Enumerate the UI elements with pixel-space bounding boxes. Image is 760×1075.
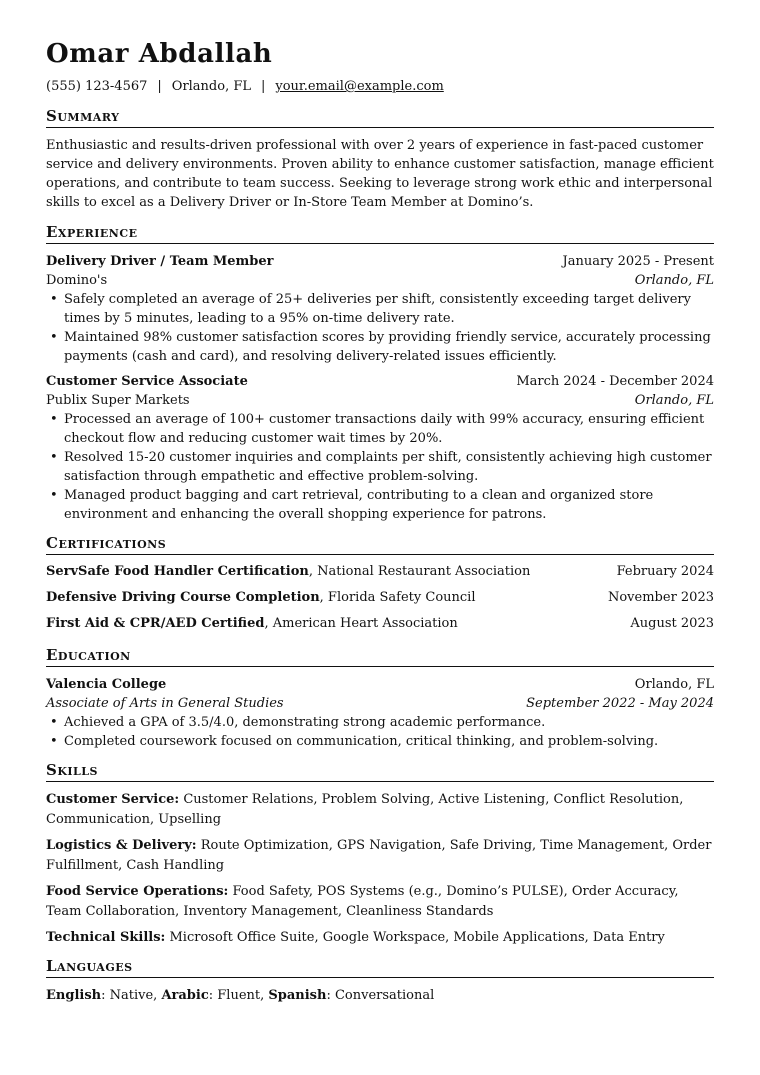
summary-text: Enthusiastic and results-driven professional with over 2 years of experience in fast-paced customer service and delivery environments. Proven ability to enhance customer satisfaction, manage efficient operations, and contribute to team success. Seeking to leverage strong work ethic and interpersonal skills to excel as a Delivery Driver or In-Store Team Member at Domino’s. — [46, 138, 714, 210]
list-item: • Managed product bagging and cart retrieval, contributing to a clean and organized store environment and enhancing the overall shopping experience for patrons. — [46, 486, 714, 524]
skill-group-text: Microsoft Office Suite, Google Workspace, Mobile Applications, Data Entry — [165, 930, 665, 945]
language-name: Arabic — [161, 988, 209, 1003]
separator: | — [261, 79, 266, 94]
certification-date: February 2024 — [616, 564, 714, 579]
company-name: Domino's — [46, 273, 108, 288]
language-level: : Conversational — [326, 988, 435, 1003]
certification-issuer: , National Restaurant Association — [308, 564, 531, 579]
list-item: • Resolved 15-20 customer inquiries and complaints per shift, consistently achieving high customer satisfaction through empathetic and effective problem-solving. — [46, 448, 714, 486]
certification-issuer: , Florida Safety Council — [319, 590, 476, 605]
location: Orlando, FL — [171, 79, 251, 94]
language-level: : Fluent, — [208, 988, 269, 1003]
email-link[interactable]: your.email@example.com — [275, 79, 444, 94]
certification-row — [46, 611, 714, 637]
job-dates: March 2024 - December 2024 — [516, 374, 714, 389]
language-level: : Native, — [101, 988, 162, 1003]
company-name: Publix Super Markets — [46, 393, 190, 408]
skill-group — [46, 928, 714, 948]
certification-name: Defensive Driving Course Completion — [46, 590, 320, 605]
section-heading-summary: Summary — [46, 106, 714, 128]
school-location: Orlando, FL — [634, 677, 714, 692]
section-heading-skills: Skills — [46, 760, 714, 782]
education-entry — [46, 675, 714, 751]
job-dates: January 2025 - Present — [562, 254, 714, 269]
list-item: • Completed coursework focused on communication, critical thinking, and problem-solving. — [46, 732, 714, 751]
list-item: • Processed an average of 100+ customer transactions daily with 99% accuracy, ensuring efficient checkout flow and reducing customer wait times by 20%. — [46, 410, 714, 448]
section-heading-education: Education — [46, 645, 714, 667]
skill-group-text: Customer Relations, Problem Solving, Active Listening, Conflict Resolution, Communication, Upselling — [46, 792, 684, 827]
certification-issuer: , American Heart Association — [264, 616, 458, 631]
degree: Associate of Arts in General Studies — [46, 696, 284, 711]
certification-row — [46, 559, 714, 585]
language-name: English — [46, 988, 102, 1003]
skill-group-label: Logistics & Delivery: — [46, 838, 197, 853]
skill-group — [46, 790, 714, 829]
job-title: Delivery Driver / Team Member — [46, 254, 274, 269]
school-name: Valencia College — [46, 677, 167, 692]
skill-group-text: Food Safety, POS Systems (e.g., Domino’s PULSE), Order Accuracy, Team Collaboration, Inventory Management, Cleanliness Standards — [46, 884, 679, 919]
skill-group-label: Technical Skills: — [46, 930, 166, 945]
certification-date: November 2023 — [607, 590, 714, 605]
education-dates: September 2022 - May 2024 — [526, 696, 714, 711]
section-heading-experience: Experience — [46, 222, 714, 244]
list-item: • Safely completed an average of 25+ deliveries per shift, consistently exceeding target delivery times by 5 minutes, leading to a 95% on-time delivery rate. — [46, 290, 714, 328]
job-entry — [46, 372, 714, 524]
skill-group — [46, 882, 714, 921]
job-title: Customer Service Associate — [46, 374, 248, 389]
job-location: Orlando, FL — [634, 393, 714, 408]
job-bullets — [46, 410, 714, 524]
list-item: • Achieved a GPA of 3.5/4.0, demonstrating strong academic performance. — [46, 713, 714, 732]
job-bullets — [46, 290, 714, 366]
contact-line — [46, 78, 444, 96]
section-heading-certifications: Certifications — [46, 533, 714, 555]
skill-group — [46, 836, 714, 875]
skill-group-text: Route Optimization, GPS Navigation, Safe Driving, Time Management, Order Fulfillment, Cash Handling — [46, 838, 712, 873]
certification-date: August 2023 — [630, 616, 714, 631]
section-heading-languages: Languages — [46, 956, 714, 978]
list-item: • Maintained 98% customer satisfaction scores by providing friendly service, accurately processing payments (cash and card), and resolving delivery-related issues efficiently. — [46, 328, 714, 366]
certification-name: ServSafe Food Handler Certification — [46, 564, 309, 579]
separator: | — [157, 79, 162, 94]
skill-group-label: Food Service Operations: — [46, 884, 229, 899]
skills-list — [46, 790, 714, 955]
education-bullets — [46, 713, 714, 751]
language-name: Spanish — [268, 988, 327, 1003]
job-location: Orlando, FL — [634, 273, 714, 288]
certifications-list — [46, 559, 714, 637]
certification-row — [46, 585, 714, 611]
job-entry — [46, 252, 714, 366]
languages-line — [46, 986, 714, 1005]
candidate-name: Omar Abdallah — [46, 39, 273, 69]
skill-group-label: Customer Service: — [46, 792, 180, 807]
phone-number: (555) 123-4567 — [46, 79, 148, 94]
certification-name: First Aid & CPR/AED Certified — [46, 616, 265, 631]
